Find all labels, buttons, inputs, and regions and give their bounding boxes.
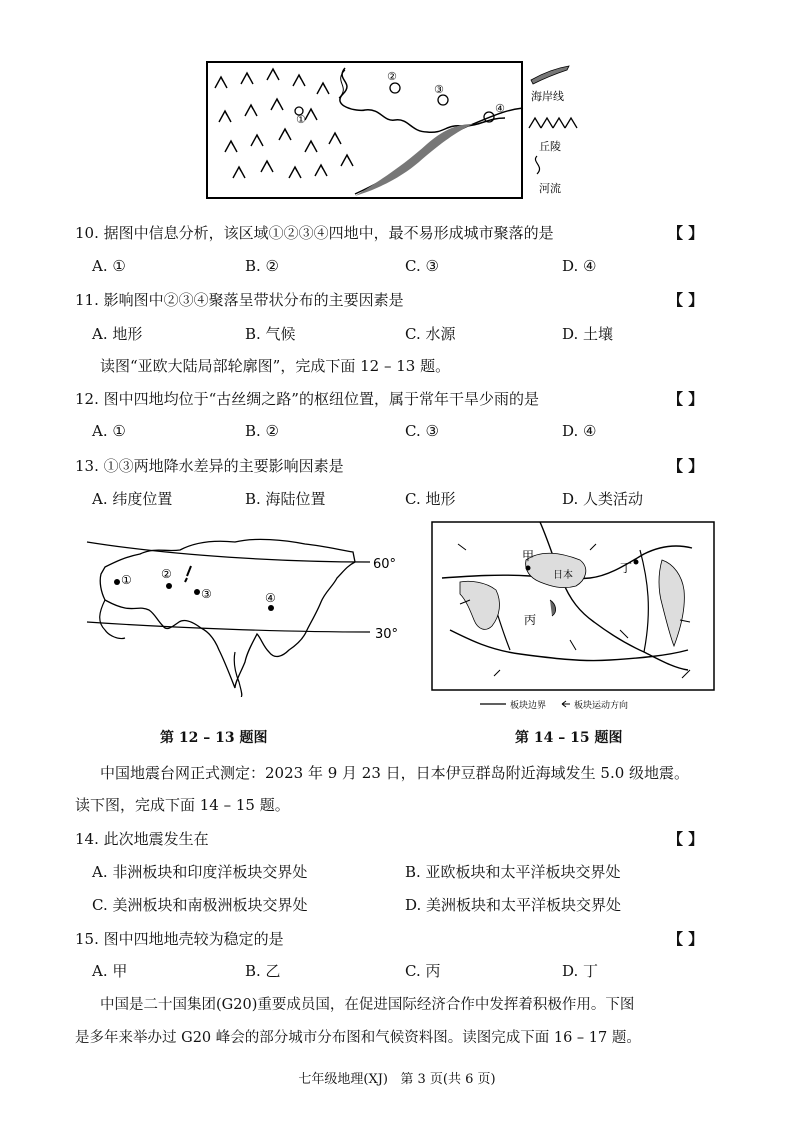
hill-icon: [293, 75, 305, 86]
hill-icon: [225, 141, 237, 152]
label-ding: 丁: [620, 561, 633, 575]
hill-icon: [305, 141, 317, 152]
settlement-map-figure: [205, 60, 580, 202]
q12-option-a[interactable]: A. ①: [92, 422, 126, 440]
hill-icon: [271, 99, 283, 110]
q12-answer-bracket[interactable]: 【 】: [668, 390, 704, 408]
hill-icon: [233, 167, 245, 178]
q14-option-a[interactable]: A. 非洲板块和印度洋板块交界处: [92, 863, 308, 881]
latitude-60: [87, 542, 370, 562]
q15-answer-bracket[interactable]: 【 】: [668, 930, 704, 948]
hill-icon: [261, 161, 273, 172]
hill-icon: [289, 167, 301, 178]
hills-symbols: [215, 69, 353, 178]
legend-motion: 板块运动方向: [574, 701, 629, 711]
plate-legend: [480, 699, 628, 711]
latitude-30: [87, 622, 370, 632]
q10-option-a[interactable]: A. ①: [92, 257, 126, 275]
marker-2: ②: [387, 70, 397, 83]
q13-stem: 13. ①③两地降水差异的主要影响因素是: [75, 457, 344, 475]
q13-option-b[interactable]: B. 海陆位置: [245, 490, 326, 508]
legend-hills: 丘陵: [539, 140, 561, 153]
coast-shading: [355, 124, 473, 196]
q10-answer-bracket[interactable]: 【 】: [668, 224, 704, 242]
q11-option-a[interactable]: A. 地形: [92, 325, 143, 343]
label-30: 30°: [375, 627, 399, 642]
q15-option-c[interactable]: C. 丙: [405, 962, 441, 980]
hill-icon: [279, 129, 291, 140]
q11-option-b[interactable]: B. 气候: [245, 325, 296, 343]
para-16-17-line2: 是多年来举办过 G20 峰会的部分城市分布图和气候资料图。读图完成下面 16 – 17 题。: [75, 1030, 641, 1046]
q14-option-b[interactable]: B. 亚欧板块和太平洋板块交界处: [405, 863, 621, 881]
intro-12-13: 读图“亚欧大陆局部轮廓图”，完成下面 12 – 13 题。: [100, 357, 451, 375]
q12-stem: 12. 图中四地均位于“古丝绸之路”的枢纽位置，属于常年干旱少雨的是: [75, 390, 539, 408]
caption-12-13: 第 12 – 13 题图: [160, 730, 268, 746]
q11-option-c[interactable]: C. 水源: [405, 325, 456, 343]
hill-icon: [315, 165, 327, 176]
hill-icon: [241, 73, 253, 84]
legend-boundary: 板块边界: [510, 701, 547, 711]
para-14-15-line2: 读下图，完成下面 14 – 15 题。: [75, 796, 290, 814]
eurasia-points: [114, 566, 276, 611]
legend-coast: 海岸线: [531, 90, 564, 103]
settlement-map-frame: [207, 62, 522, 198]
hill-icon: [219, 111, 231, 122]
plate-map: [430, 520, 720, 715]
label-60: 60°: [373, 557, 397, 572]
hill-icon: [215, 77, 227, 88]
settlement-markers: [295, 70, 505, 126]
hill-icon: [305, 109, 317, 120]
caption-14-15: 第 14 – 15 题图: [515, 730, 623, 746]
point-4: ④: [265, 591, 276, 605]
hill-icon: [341, 155, 353, 166]
point-3: ③: [201, 587, 212, 601]
q11-stem: 11. 影响图中②③④聚落呈带状分布的主要因素是: [75, 291, 404, 309]
para-16-17-line1: 中国是二十国集团(G20)重要成员国，在促进国际经济合作中发挥着积极作用。下图: [100, 997, 635, 1013]
q15-option-a[interactable]: A. 甲: [92, 962, 128, 980]
hill-icon: [251, 135, 263, 146]
para-14-15-line1: 中国地震台网正式测定：2023 年 9 月 23 日，日本伊豆群岛附近海域发生 5.0 级地震。: [100, 764, 690, 782]
q10-option-b[interactable]: B. ②: [245, 257, 280, 275]
point-1: ①: [121, 573, 132, 587]
hill-icon: [317, 83, 329, 94]
q14-option-d[interactable]: D. 美洲板块和太平洋板块交界处: [405, 896, 622, 914]
q15-stem: 15. 图中四地地壳较为稳定的是: [75, 930, 284, 948]
hill-icon: [245, 105, 257, 116]
hill-icon: [267, 69, 279, 80]
q12-option-d[interactable]: D. ④: [562, 422, 597, 440]
q13-option-c[interactable]: C. 地形: [405, 490, 456, 508]
marker-1: ①: [296, 113, 306, 126]
q14-stem: 14. 此次地震发生在: [75, 830, 209, 848]
plate-boundary-3: [450, 630, 688, 661]
q12-option-c[interactable]: C. ③: [405, 422, 439, 440]
marker-3: ③: [434, 83, 444, 96]
q15-option-b[interactable]: B. 乙: [245, 962, 281, 980]
marker-4: ④: [495, 102, 505, 115]
settlement-legend: [529, 66, 577, 195]
eurasia-map: [85, 522, 410, 697]
q10-option-c[interactable]: C. ③: [405, 257, 439, 275]
q10-stem: 10. 据图中信息分析，该区域①②③④四地中，最不易形成城市聚落的是: [75, 224, 554, 242]
label-japan: 日本: [553, 570, 573, 581]
q13-option-a[interactable]: A. 纬度位置: [92, 490, 173, 508]
q11-answer-bracket[interactable]: 【 】: [668, 291, 704, 309]
label-bing: 丙: [524, 613, 537, 627]
q11-option-d[interactable]: D. 土壤: [562, 325, 614, 343]
legend-river: 河流: [539, 182, 561, 195]
q13-answer-bracket[interactable]: 【 】: [668, 457, 704, 475]
label-jia: 甲: [522, 549, 535, 563]
q12-option-b[interactable]: B. ②: [245, 422, 280, 440]
river-line: [340, 68, 505, 132]
q14-answer-bracket[interactable]: 【 】: [668, 830, 704, 848]
q14-option-c[interactable]: C. 美洲板块和南极洲板块交界处: [92, 896, 308, 914]
q13-option-d[interactable]: D. 人类活动: [562, 490, 644, 508]
point-2: ②: [161, 567, 172, 581]
q10-option-d[interactable]: D. ④: [562, 257, 597, 275]
page-footer: 七年级地理(XJ) 第 3 页(共 6 页): [298, 1072, 496, 1087]
hill-icon: [329, 133, 341, 144]
q15-option-d[interactable]: D. 丁: [562, 962, 599, 980]
